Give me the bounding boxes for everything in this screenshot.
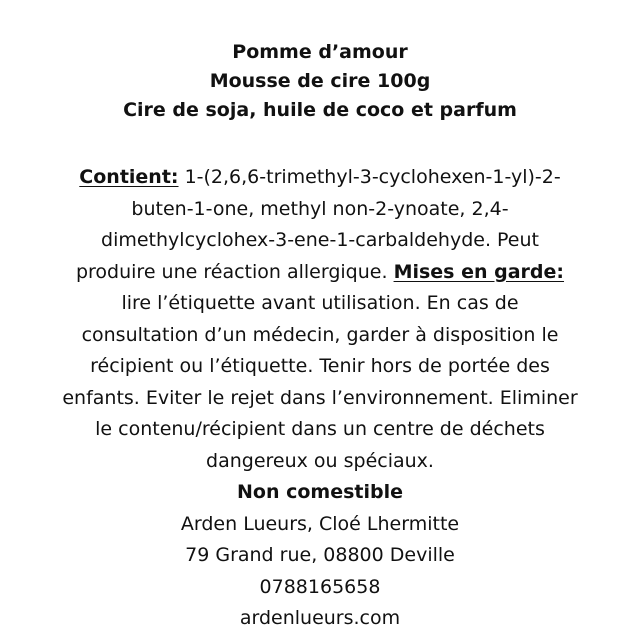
company-phone: 0788165658: [259, 575, 381, 598]
product-format: Mousse de cire 100g: [209, 70, 431, 92]
product-name: Pomme d’amour: [232, 41, 408, 63]
allergy-text: produire une réaction allergique.: [75, 260, 388, 283]
safety-section: [0, 162, 640, 509]
company-name: Arden Lueurs, Cloé Lhermitte: [180, 512, 460, 535]
contains-text-1: 1-(2,6,6-trimethyl-3-cyclohexen-1-yl)-2-: [184, 166, 561, 188]
contains-label: Contient:: [79, 166, 179, 188]
contains-line-3: dimethylcyclohex-3-ene-1-carbaldehyde. Peut: [101, 229, 539, 251]
company-address: 79 Grand rue, 08800 Deville: [185, 544, 455, 566]
warning-line-2: consultation d’un médecin, garder à disposition le: [81, 323, 559, 346]
warning-line-6: dangereux ou spéciaux.: [206, 449, 434, 472]
contains-line-1: [0, 162, 640, 194]
allergy-line: [0, 257, 640, 289]
product-composition: Cire de soja, huile de coco et parfum: [123, 99, 517, 121]
section-spacer: [0, 125, 640, 162]
contains-line-2: buten-1-one, methyl non-2-ynoate, 2,4-: [131, 197, 509, 220]
warning-line-5: le contenu/récipient dans un centre de déchets: [95, 418, 545, 440]
warnings-label: Mises en garde:: [393, 260, 565, 283]
not-edible-notice: Non comestible: [237, 481, 403, 503]
product-header: [0, 38, 640, 125]
warning-line-1: lire l’étiquette avant utilisation. En cas de: [121, 292, 519, 314]
warning-line-3: récipient ou l’étiquette. Tenir hors de portée des: [90, 355, 550, 377]
product-label: [0, 38, 640, 635]
warning-line-4: enfants. Eviter le rejet dans l’environnement. Eliminer: [62, 386, 578, 409]
company-website: ardenlueurs.com: [239, 607, 401, 629]
contact-section: [0, 509, 640, 635]
